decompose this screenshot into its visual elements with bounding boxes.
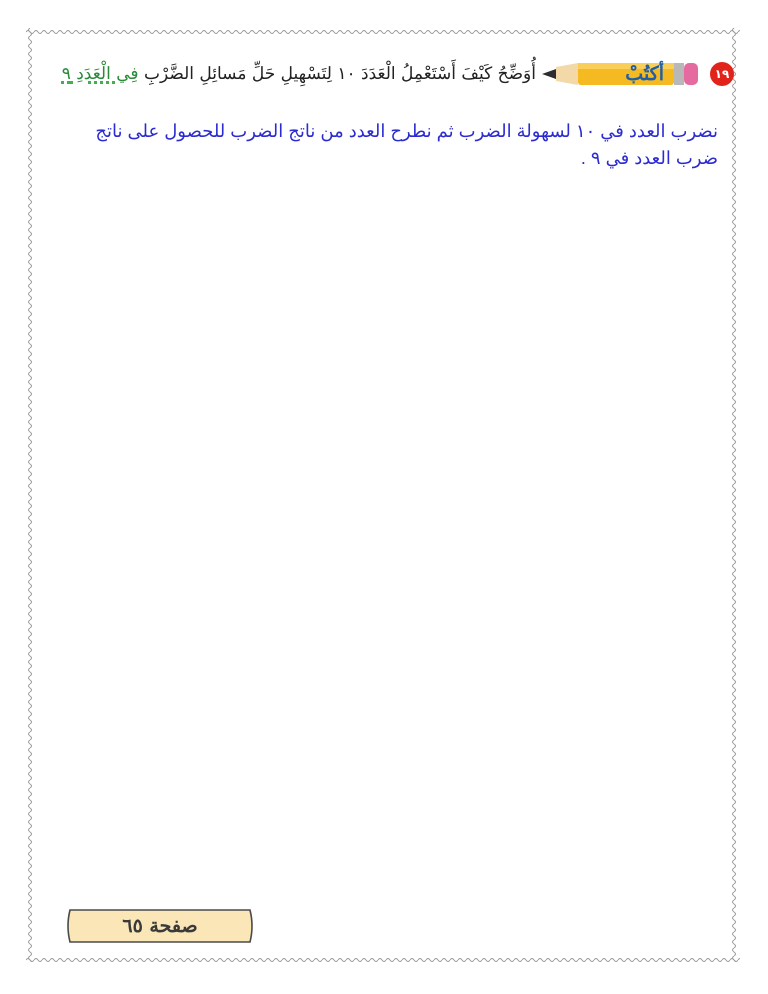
page-number-label: صفحة ٦٥ [122, 915, 198, 937]
question-text-highlight: فِي الْعَدَدِ ٩ [61, 64, 139, 84]
page-number-tag [64, 904, 256, 948]
write-badge-label: أكتُبْ [625, 63, 664, 85]
question-text [62, 64, 536, 84]
question-header [62, 56, 734, 92]
question-text-main: أُوَضِّحُ كَيْفَ أَسْتَعْمِلُ الْعَدَدَ ١٠ لِتَسْهِيلِ حَلِّ مَسائِلِ الضَّرْبِ [143, 64, 536, 84]
question-number-badge: ١٩ [710, 62, 734, 86]
answer-text: نضرب العدد في ١٠ لسهولة الضرب ثم نطرح العدد من ناتج الضرب للحصول على ناتج ضرب العدد في ٩ . [95, 121, 718, 168]
pencil-icon [542, 59, 700, 89]
write-badge [542, 59, 700, 89]
